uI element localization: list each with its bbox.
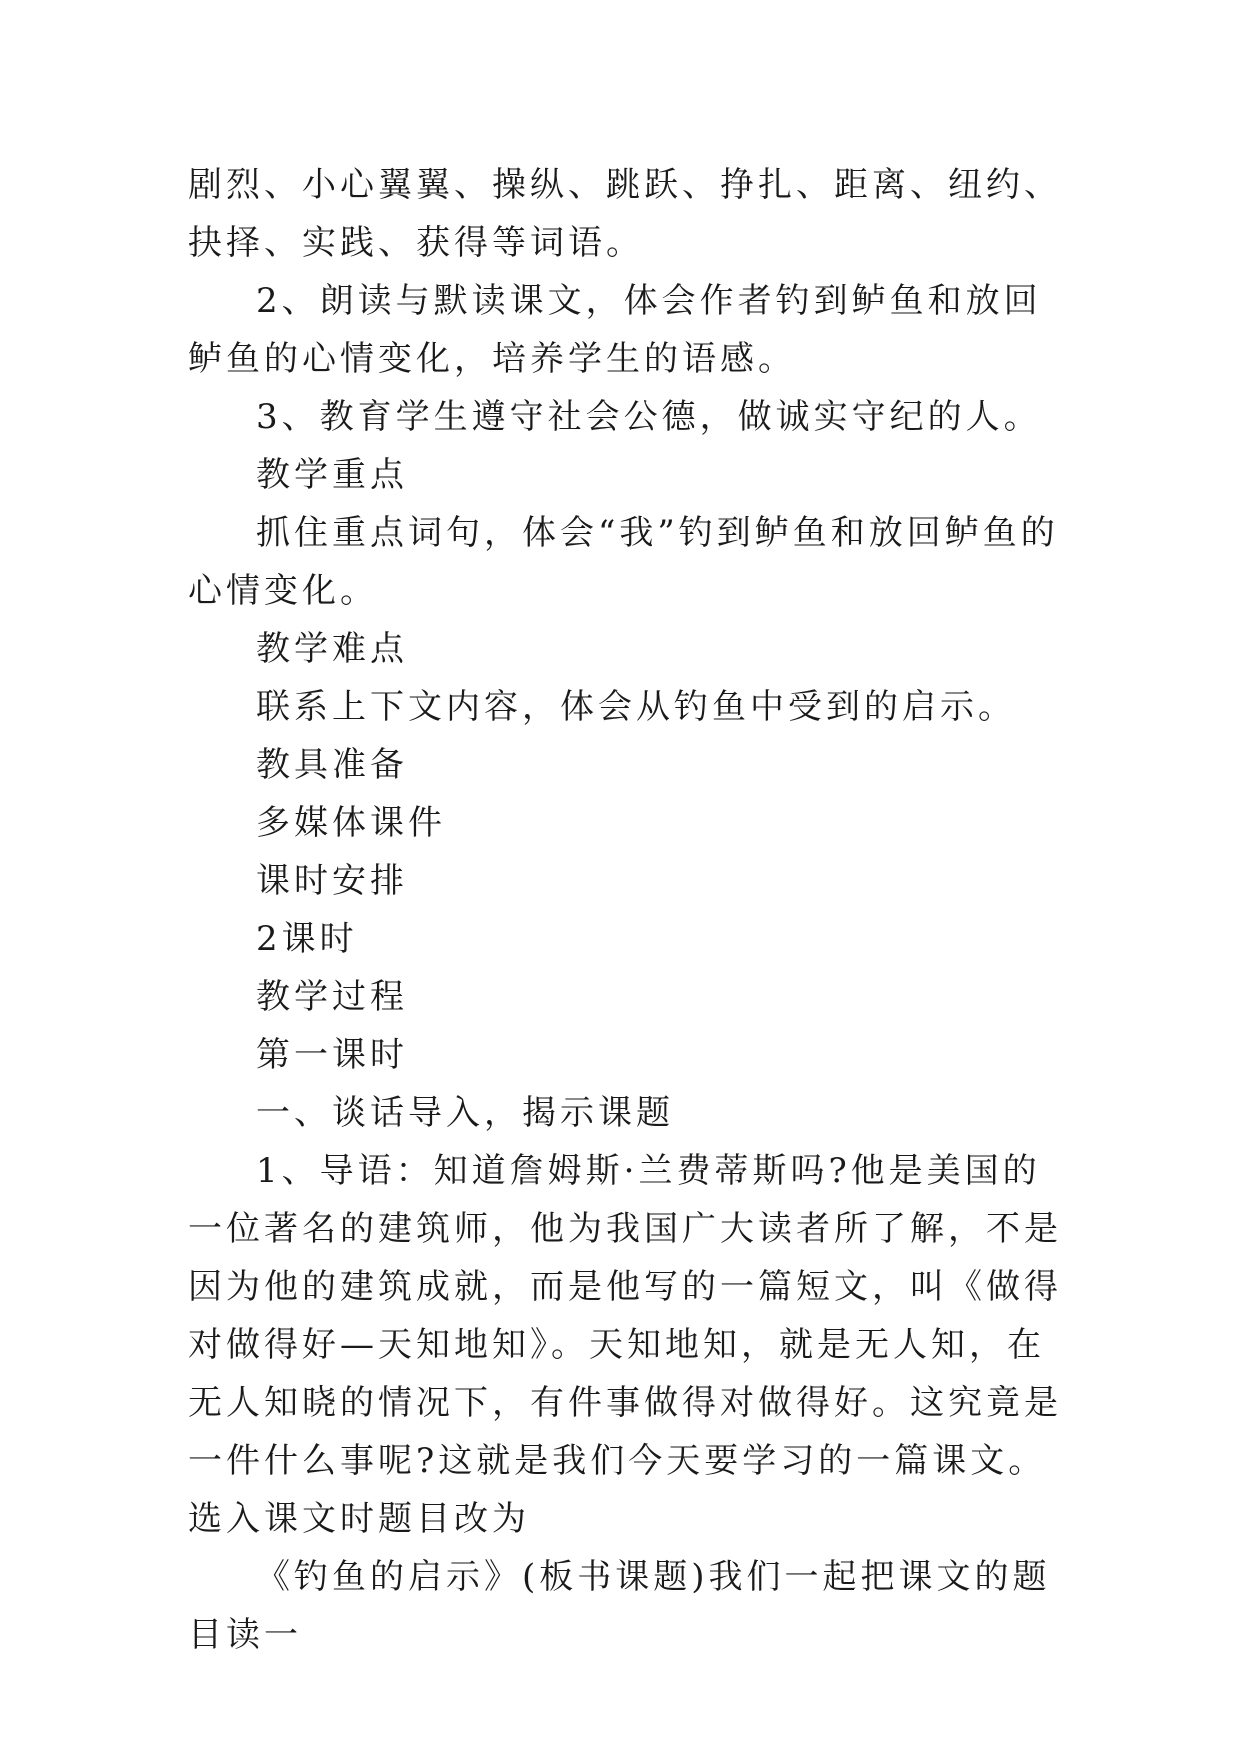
document-body — [188, 156, 1068, 1664]
heading-key-points: 教学重点 — [256, 455, 408, 495]
paragraph-difficulties: 联系上下文内容，体会从钓鱼中受到的启示。 — [256, 687, 1016, 727]
paragraph-title-read: 《钓鱼的启示》(板书课题)我们一起把课文的题目读一 — [188, 1557, 1051, 1655]
heading-section-one: 一、谈话导入，揭示课题 — [256, 1093, 674, 1133]
paragraph-goal-2: 2、朗读与默读课文，体会作者钓到鲈鱼和放回鲈鱼的心情变化，培养学生的语感。 — [188, 281, 1042, 379]
heading-difficulties: 教学难点 — [256, 629, 408, 669]
paragraph-materials: 多媒体课件 — [256, 803, 446, 843]
heading-process: 教学过程 — [256, 977, 408, 1017]
paragraph-intro: 1、导语：知道詹姆斯·兰费蒂斯吗?他是美国的一位著名的建筑师，他为我国广大读者所了解，不是因为他的建筑成就，而是他写的一篇短文，叫《做得对做得好—天知地知》。天知地知，就是无人知，在无人知晓的情况下，有件事做得对做得好。这究竟是一件什么事呢?这就是我们今天要学习的一篇课文。选入课文时题目改为 — [188, 1151, 1062, 1539]
paragraph-schedule: 2课时 — [256, 919, 358, 959]
paragraph-goal-3: 3、教育学生遵守社会公德，做诚实守纪的人。 — [256, 397, 1042, 437]
heading-lesson-one: 第一课时 — [256, 1035, 408, 1075]
heading-schedule: 课时安排 — [256, 861, 408, 901]
heading-materials: 教具准备 — [256, 745, 408, 785]
paragraph-vocabulary: 剧烈、小心翼翼、操纵、跳跃、挣扎、距离、纽约、抉择、实践、获得等词语。 — [188, 165, 1062, 263]
paragraph-key-points: 抓住重点词句，体会“我”钓到鲈鱼和放回鲈鱼的心情变化。 — [188, 513, 1059, 611]
